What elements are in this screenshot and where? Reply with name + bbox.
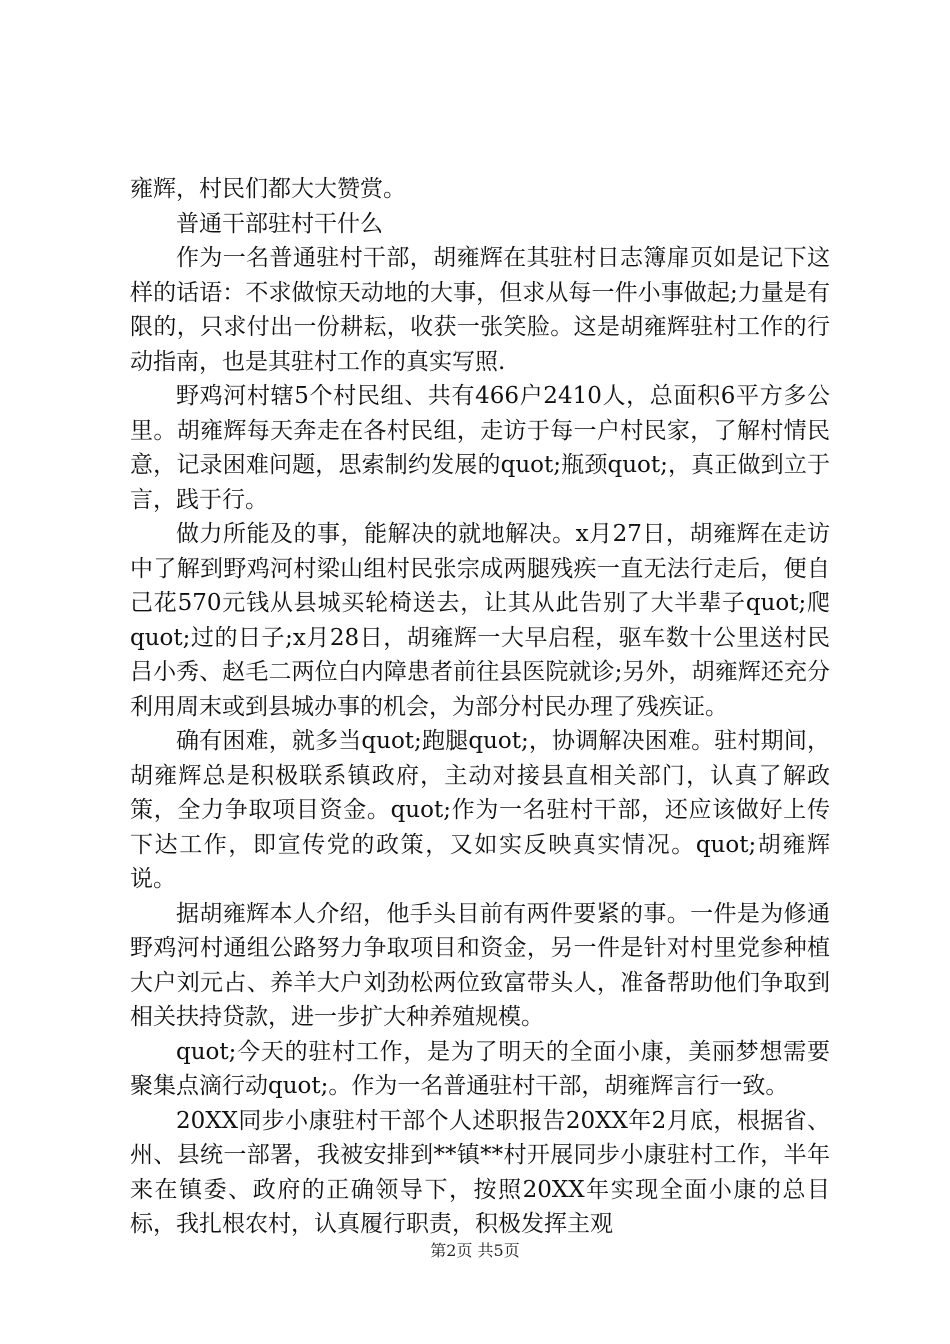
paragraph: 做力所能及的事，能解决的就地解决。x月27日，胡雍辉在走访中了解到野鸡河村梁山组村民张宗成两腿残疾一直无法行走后，便自己花570元钱从县城买轮椅送去，让其从此告别了大半辈子quot;爬quot;过的日子;x月28日，胡雍辉一大早启程，驱车数十公里送村民吕小秀、赵毛二两位白内障患者前往县医院就诊;另外，胡雍辉还充分利用周末或到县城办事的机会，为部分村民办理了残疾证。 — [130, 521, 830, 720]
page-footer: 第2页 共5页 — [430, 1241, 520, 1260]
document-body — [130, 172, 830, 1242]
section-heading: 普通干部驻村干什么 — [176, 210, 383, 237]
paragraph: 据胡雍辉本人介绍，他手头目前有两件要紧的事。一件是为修通野鸡河村通组公路努力争取项目和资金，另一件是针对村里党参种植大户刘元占、养羊大户刘劲松两位致富带头人，准备帮助他们争取到相关扶持贷款，进一步扩大种养殖规模。 — [130, 900, 830, 1030]
paragraph: quot;今天的驻村工作，是为了明天的全面小康，美丽梦想需要聚集点滴行动quot;。作为一名普通驻村干部，胡雍辉言行一致。 — [130, 1038, 830, 1099]
paragraph-continuation: 雍辉，村民们都大大赞赏。 — [130, 176, 406, 202]
paragraph: 作为一名普通驻村干部，胡雍辉在其驻村日志簿扉页如是记下这样的话语：不求做惊天动地的大事，但求从每一件小事做起;力量是有限的，只求付出一份耕耘，收获一张笑脸。这是胡雍辉驻村工作的行动指南，也是其驻村工作的真实写照. — [130, 245, 830, 375]
paragraph: 确有困难，就多当quot;跑腿quot;，协调解决困难。驻村期间，胡雍辉总是积极联系镇政府，主动对接县直相关部门，认真了解政策，全力争取项目资金。quot;作为一名驻村干部，还应该做好上传下达工作，即宣传党的政策，又如实反映真实情况。quot;胡雍辉说。 — [130, 728, 830, 892]
paragraph: 野鸡河村辖5个村民组、共有466户2410人，总面积6平方多公里。胡雍辉每天奔走在各村民组，走访于每一户村民家，了解村情民意，记录困难问题，思索制约发展的quot;瓶颈quot;，真正做到立于言，践于行。 — [130, 383, 830, 513]
paragraph: 20XX同步小康驻村干部个人述职报告20XX年2月底，根据省、州、县统一部署，我被安排到**镇**村开展同步小康驻村工作，半年来在镇委、政府的正确领导下，按照20XX年实现全面小康的总目标，我扎根农村，认真履行职责，积极发挥主观 — [130, 1107, 830, 1237]
